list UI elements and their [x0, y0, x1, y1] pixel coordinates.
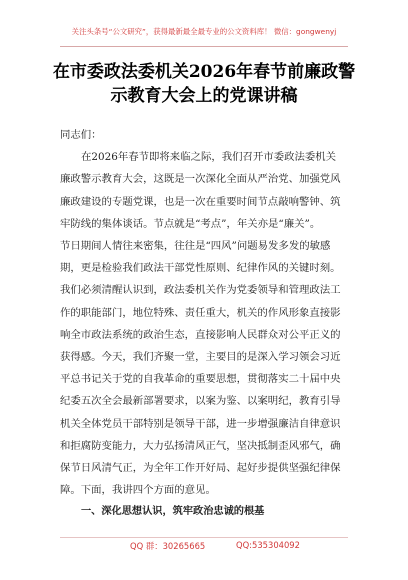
paragraph-line: 节日期间人情往来密集，往往是“四风”问题易发多发的敏感 — [60, 240, 331, 253]
paragraph-line: 在2026年春节即将来临之际，我们召开市委政法委机关 — [81, 151, 337, 164]
paragraph-line: 期，更是检验我们政法干部党性原则、纪律作风的关键时刻。 — [60, 262, 341, 275]
footer-qq-group: QQ 群：30265665 — [130, 541, 206, 551]
paragraph — [60, 146, 360, 501]
paragraph-line: 响全市政法系统的政治生态，直接影响人民群众对公平正义的 — [60, 328, 341, 341]
document-body — [60, 124, 360, 524]
title-line-1: 在市委政法委机关2026年春节前廉政警 — [52, 62, 356, 82]
header-banner: 关注头条号“公文研究”，获得最新最全最专业的公文资料库！ 微信：gongwenyj — [71, 27, 337, 36]
paragraph-line: 我们必须清醒认识到，政法委机关作为党委领导和管理政法工 — [60, 284, 341, 297]
paragraph-line: 和拒腐防变能力，大力弘扬清风正气，坚决抵制歪风邪气，确 — [60, 439, 341, 452]
paragraph-line: 障。下面，我讲四个方面的意见。 — [60, 484, 216, 497]
paragraph-line: 保节日风清气正，为全年工作开好局、起好步提供坚强纪律保 — [60, 462, 341, 475]
document-title — [40, 60, 368, 108]
title-line-2: 示教育大会上的党课讲稿 — [110, 86, 298, 106]
paragraph-line: 机关全体党员干部特别是领导干部，进一步增强廉洁自律意识 — [60, 417, 341, 430]
paragraph-line: 廉政建设的专题党课，也是一次在重要时间节点敲响警钟、筑 — [60, 195, 341, 208]
paragraph-line: 牢防线的集体谈话。节点就是“考点”，年关亦是“廉关”。 — [60, 217, 321, 230]
footer-qq-contact: QQ:535304092 — [236, 540, 300, 550]
paragraph-line: 平总书记关于党的自我革命的重要思想，贯彻落实二十届中央 — [60, 373, 341, 386]
paragraph-line: 作的职能部门，地位特殊、责任重大，机关的作风形象直接影 — [60, 306, 341, 319]
paragraph-line: 纪委五次全会最新部署要求，以案为鉴、以案明纪，教育引导 — [60, 395, 341, 408]
header-divider — [60, 46, 348, 47]
footer-divider — [60, 537, 348, 538]
paragraph-line: 廉政警示教育大会，这既是一次深化全面从严治党、加强党风 — [60, 173, 341, 186]
footer — [0, 540, 408, 554]
paragraph-line: 获得感。今天，我们齐聚一堂，主要目的是深入学习领会习近 — [60, 351, 341, 364]
salutation: 同志们： — [60, 129, 102, 141]
section-heading: 一、深化思想认识，筑牢政治忠诚的根基 — [81, 506, 265, 518]
